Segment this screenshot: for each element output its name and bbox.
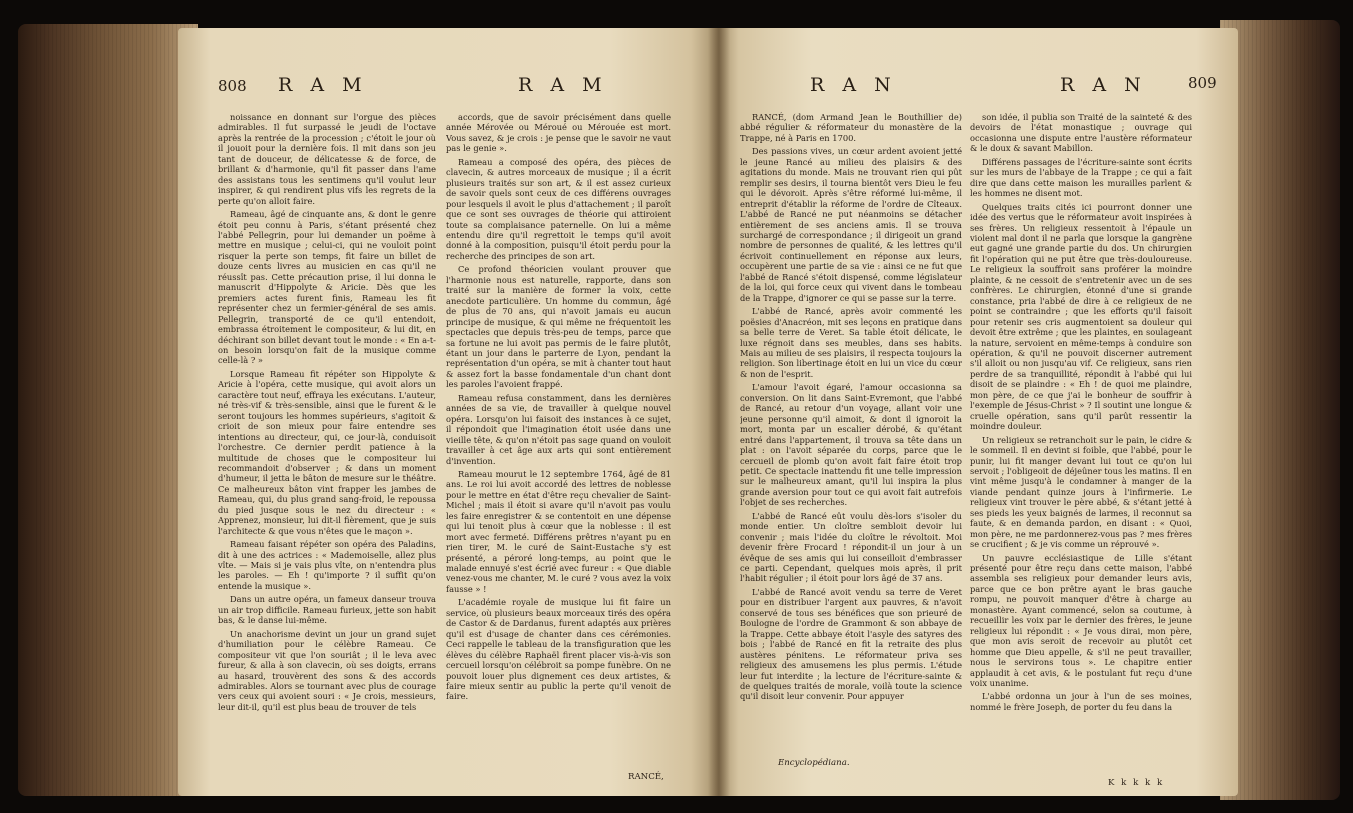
right-column-1 — [740, 112, 962, 752]
signature-mark: K k k k k — [1108, 778, 1165, 788]
paragraph: son idée, il publia son Traité de la sainteté & des devoirs de l'état monastique ; ouvrage qui occasionna une dispute entre l'austère réformateur & le doux & savant Mabillon. — [970, 112, 1192, 154]
paragraph: Un religieux se retranchoit sur le pain, le cidre & le sommeil. Il en devint si foible, que l'abbé, pour le punir, lui fit manger devant lui tout ce qu'on lui servoit ; l'obligeoit de déjeûner tous les matins. Il en vint même jusqu'à le condamner à manger de la viande pendant quinze jours à l'infirmerie. Le religieux vint trouver le père abbé, & s'étant jetté à ses pieds les yeux baignés de larmes, il reconnut sa faute, & en demanda pardon, en disant : « Quoi, mon père, ne me pardonnerez-vous pas ? mes frères se crucifient ; & je vis comme un réprouvé ». — [970, 434, 1192, 550]
right-head-col1: R A N — [810, 74, 897, 96]
footer-source: Encyclopédiana. — [778, 758, 850, 768]
right-running-head — [740, 74, 1220, 102]
paragraph: L'abbé de Rancé, après avoir commenté les poësies d'Anacréon, mit ses leçons en pratique dans sa belle terre de Veret. Sa table étoit délicate, le luxe régnoit dans ses meubles, dans ses habits. Mais au milieu de ses plaisirs, il respecta toujours la religion. Son libertinage étoit en lui un vice du cœur & non de l'esprit. — [740, 306, 962, 379]
left-page-number: 808 — [218, 77, 247, 95]
paragraph: Ce profond théoricien voulant prouver que l'harmonie nous est naturelle, rapporte, dans son traité sur la manière de former la voix, cette anecdote particulière. Un homme du commun, âgé de plus de 70 ans, qui n'avoit jamais eu aucun principe de musique, & qui même ne fréquentoit les spectacles que depuis très-peu de temps, parce que sa fortune ne lui avoit pas permis de le faire plutôt, étant un jour dans le parterre de Lyon, pendant la représentation d'un opéra, se mit à chanter tout haut & assez fort la basse fondamentale d'un chant dont les paroles l'avoient frappé. — [446, 264, 671, 390]
paragraph: L'abbé de Rancé avoit vendu sa terre de Veret pour en distribuer l'argent aux pauvres, & n'avoit conservé de tous ses bénéfices que son prieuré de Boulogne de l'ordre de Grammont & son abbaye de la Trappe. Cette abbaye étoit l'asyle des satyres des bois ; l'abbé de Rancé en fit la retraite des plus austères pénitens. Le réformateur priva ses religieux des amusemens les plus permis. L'étude leur fut interdite ; la lecture de l'écriture-sainte & de quelques traités de morale, voilà toute la science qu'il disoit leur convenir. Pour appuyer — [740, 586, 962, 702]
left-head-col1: R A M — [278, 74, 368, 96]
paragraph: Différens passages de l'écriture-sainte sont écrits sur les murs de l'abbaye de la Trappe ; ce qui a fait dire que dans cette maison les murailles parlent & les hommes ne disent mot. — [970, 156, 1192, 199]
left-head-col2: R A M — [518, 74, 608, 96]
paragraph: Rameau a composé des opéra, des pièces de clavecin, & autres morceaux de musique ; il a écrit plusieurs traités sur son art, & il est assez curieux de savoir quels sont ceux de ces différens ouvrages pour lesquels il avoit le plus d'attachement ; il paroît que ce sont ses ouvrages de théorie qui attiroient toute sa complaisance paternelle. On lui a même entendu dire qu'il regrettoit le temps qu'il avoit donné à la composition, puisqu'il étoit perdu pour la recherche des principes de son art. — [446, 156, 671, 261]
left-column-1 — [218, 112, 436, 772]
left-page — [178, 28, 718, 796]
paragraph: L'académie royale de musique lui fit faire un service, où plusieurs beaux morceaux tirés des opéra de Castor & de Dardanus, furent adaptés aux prières qu'il est d'usage de chanter dans ces cérémonies. Ceci rappelle le tableau de la transfiguration que les élèves du célèbre Raphaël firent placer vis-à-vis son cercueil lorsqu'on célébroit sa pompe funèbre. On ne pouvoit louer plus dignement ces deux artistes, & faire mieux sentir au public la perte qu'il venoit de faire. — [446, 597, 671, 702]
paragraph: Rameau faisant répéter son opéra des Paladins, dit à une des actrices : « Mademoiselle, allez plus vîte. — Mais si je vais plus vîte, on n'entendra plus les paroles. — Eh ! qu'importe ? il suffit qu'on entende la musique ». — [218, 539, 436, 591]
paragraph: L'abbé de Rancé eût voulu dès-lors s'isoler du monde entier. Un cloître sembloit devoir lui convenir ; mais l'idée du cloître le révoltoit. Moi devenir frère Frocard ! répondit-il un jour à un évêque de ses amis qui lui conseilloit d'embrasser ce parti. Cependant, quelques mois après, il prit l'habit régulier ; il étoit pour lors âgé de 37 ans. — [740, 510, 962, 584]
paragraph: noissance en donnant sur l'orgue des pièces admirables. Il fut surpassé le jeudi de l'octave après la rentrée de la procession ; c'étoit le jour où il jouoit pour la dernière fois. Il mit dans son jeu tant de douceur, de délicatesse & de force, de brillant & d'harmonie, qu'il fit passer dans l'ame des assistans tous les sentimens qu'il voulut leur inspirer, & qui rendirent plus vifs les regrets de la perte qu'on alloit faire. — [218, 112, 436, 206]
left-running-head — [218, 74, 688, 102]
right-page-edges — [1220, 20, 1340, 800]
paragraph: Rameau mourut le 12 septembre 1764, âgé de 81 ans. Le roi lui avoit accordé des lettres de noblesse pour le mettre en état d'être reçu chevalier de Saint-Michel ; mais il étoit si avare qu'il n'avoit pas voulu les faire enregistrer & se contentoit en une dépense qui lui tenoit plus à cœur que la noblesse : il est mort avec fermeté. Différens prêtres n'ayant pu en rien tirer, M. le curé de Saint-Eustache s'y est présenté, a péroré long-temps, au point que le malade ennuyé s'est écrié avec fureur : « Que diable venez-vous me chanter, M. le curé ? vous avez la voix fausse » ! — [446, 468, 671, 594]
catchword: RANCÉ, — [628, 772, 664, 782]
paragraph: L'abbé ordonna un jour à l'un de ses moines, nommé le frère Joseph, de porter du feu dans la — [970, 691, 1192, 712]
paragraph: Quelques traits cités ici pourront donner une idée des vertus que le réformateur avoit inspirées à ses frères. Un religieux ressentoit à l'épaule un violent mal dont il ne parla que lorsque la gangrène eut gagné une grande partie du dos. Un chirurgien fit l'opération qui ne put être que très-douloureuse. Le religieux la souffroit sans proférer la moindre plainte, & ne cessoit de s'entretenir avec un de ses confrères. Le chirurgien, étonné d'une si grande constance, pria l'abbé de dire à ce religieux de ne point se contraindre ; que les efforts qu'il faisoit pour retenir ses cris augmentoient sa douleur qui devoit être extrême ; que les plaintes, en soulageant la nature, servoient en même-temps à conduire son opération, & qu'il ne pouvoit discerner autrement s'il alloit ou non jusqu'au vif. Ce religieux, sans rien perdre de sa tranquillité, répondit à l'abbé qui lui disoit de se plaindre : « Eh ! de quoi me plaindre, mon père, de ce que j'ai le bonheur de souffrir à l'exemple de Jésus-Christ » ? Il soutint une longue & cruelle opération, sans qu'il parût ressentir la moindre douleur. — [970, 201, 1192, 432]
paragraph: L'amour l'avoit égaré, l'amour occasionna sa conversion. On lit dans Saint-Evremont, que l'abbé de Rancé, au retour d'un voyage, allant voir une jeune personne qu'il aimoit, & dont il ignoroit la mort, monta par un escalier dérobé, & qu'étant entré dans l'appartement, il trouva sa tête dans un plat : on l'avoit séparée du corps, parce que le cercueil de plomb qu'on avoit fait faire étoit trop petit. Ce spectacle inattendu fit une telle impression sur le malheureux amant, qu'il lui inspira la plus grande aversion pour tout ce qui avoit fait autrefois l'objet de ses recherches. — [740, 382, 962, 508]
left-column-2 — [446, 112, 671, 772]
paragraph: Un pauvre ecclésiastique de Lille s'étant présenté pour être reçu dans cette maison, l'abbé assembla ses religieux pour demander leurs avis, parce que ce bon prêtre ayant le bras gauche rompu, ne pouvoit manquer d'être à charge au monastère. Ayant commencé, selon sa coutume, à recueillir les voix par le dernier des frères, le jeune religieux lui répondit : « Je vous dirai, mon père, que mon avis seroit de recevoir au plutôt cet homme que Dieu appelle, & s'il ne peut travailler, nous le servirons tous ». Le chapitre entier applaudit à cet avis, & le postulant fut reçu d'une voix unanime. — [970, 552, 1192, 689]
paragraph: Un anachorisme devint un jour un grand sujet d'humiliation pour le célèbre Rameau. Ce compositeur vit que l'on souriât ; il le leva avec fureur, & alla à son clavecin, où ses doigts, errans au hasard, trouvèrent des sons & des accords admirables. Alors se tournant avec plus de courage vers ceux qui avoient souri : « Je crois, messieurs, leur dit-il, qu'il est plus beau de trouver de tels — [218, 628, 436, 712]
open-book — [18, 14, 1340, 804]
left-page-edges — [18, 24, 198, 796]
book-gutter — [708, 28, 730, 796]
right-column-2 — [970, 112, 1192, 772]
paragraph: Rameau refusa constamment, dans les dernières années de sa vie, de travailler à quelque nouvel opéra. Lorsqu'on lui faisoit des instances à ce sujet, il répondoit que l'imagination étoit usée dans une vieille tête, & qu'on n'étoit pas sage quand on vouloit travailler à cet âge aux arts qui sont entièrement d'invention. — [446, 392, 671, 466]
paragraph: Lorsque Rameau fit répéter son Hippolyte & Aricie à l'opéra, cette musique, qui avoit alors un caractère tout neuf, effraya les exécutans. L'auteur, né très-vif & très-sensible, ainsi que le furent & le seront toujours les hommes supérieurs, s'agitoit & crioit de son mieux pour faire entendre ses intentions au directeur, qui, ce jour-là, conduisoit l'orchestre. Ce dernier perdit patience à la multitude de choses que le compositeur lui recommandoit d'observer ; & dans un moment d'humeur, il jetta le bâton de mesure sur le théâtre. Ce malheureux bâton vint frapper les jambes de Rameau, qui, du plus grand sang-froid, le repoussa du pied jusque sous le nez du directeur : « Apprenez, monsieur, lui dit-il fièrement, que je suis l'architecte & que vous n'êtes que le maçon ». — [218, 368, 436, 536]
right-head-col2: R A N — [1060, 74, 1147, 96]
paragraph: RANCÉ, (dom Armand Jean le Bouthillier de) abbé régulier & réformateur du monastère de la Trappe, né à Paris en 1700. — [740, 112, 962, 143]
paragraph: Rameau, âgé de cinquante ans, & dont le genre étoit peu connu à Paris, s'étant présenté chez l'abbé Pellegrin, pour lui demander un poëme à mettre en musique ; celui-ci, qui ne vouloit point risquer la perte son temps, fit faire un billet de douze cents livres au musicien en cas qu'il ne réussît pas. Cette précaution prise, il lui donna le manuscrit d'Hippolyte & Aricie. Dès que les premiers actes furent finis, Rameau les fit représenter chez un fermier-général de ses amis. Pellegrin, transporté de ce qu'il entendoit, embrassa étroitement le compositeur, & lui dit, en déchirant son billet devant tout le monde : « En a-t-on besoin lorsqu'on fait de la musique comme celle-là ? » — [218, 209, 436, 366]
paragraph: Des passions vives, un cœur ardent avoient jetté le jeune Rancé au milieu des plaisirs & des agitations du monde. Mais ne trouvant rien qui pût remplir ses desirs, il tourna bientôt vers Dieu le feu qui le dévoroit. Après s'être réformé lui-même, il entreprit d'établir la réforme de l'ordre de Cîteaux. L'abbé de Rancé ne put néanmoins se détacher entièrement de ses anciens amis. Il se trouva surchargé de correspondance ; il dirigeoit un grand nombre de personnes de qualité, & les lettres qu'il écrivoit continuellement en réponse aux leurs, occupèrent une partie de sa vie : ainsi ce ne fut que l'abbé de Rancé s'étoit dispensé, comme législateur de la loi, qui force ceux qui vivent dans le tombeau de la Trappe, d'ignorer ce qui se passe sur la terre. — [740, 146, 962, 303]
right-page-number: 809 — [1188, 74, 1217, 92]
paragraph: Dans un autre opéra, un fameux danseur trouva un air trop difficile. Rameau furieux, jette son habit bas, & le danse lui-même. — [218, 594, 436, 626]
paragraph: accords, que de savoir précisément dans quelle année Mérovée ou Méroué ou Mérouée est mort. Vous savez, & je crois : je pense que le savoir ne vaut pas le genie ». — [446, 112, 671, 154]
right-page — [718, 28, 1238, 796]
